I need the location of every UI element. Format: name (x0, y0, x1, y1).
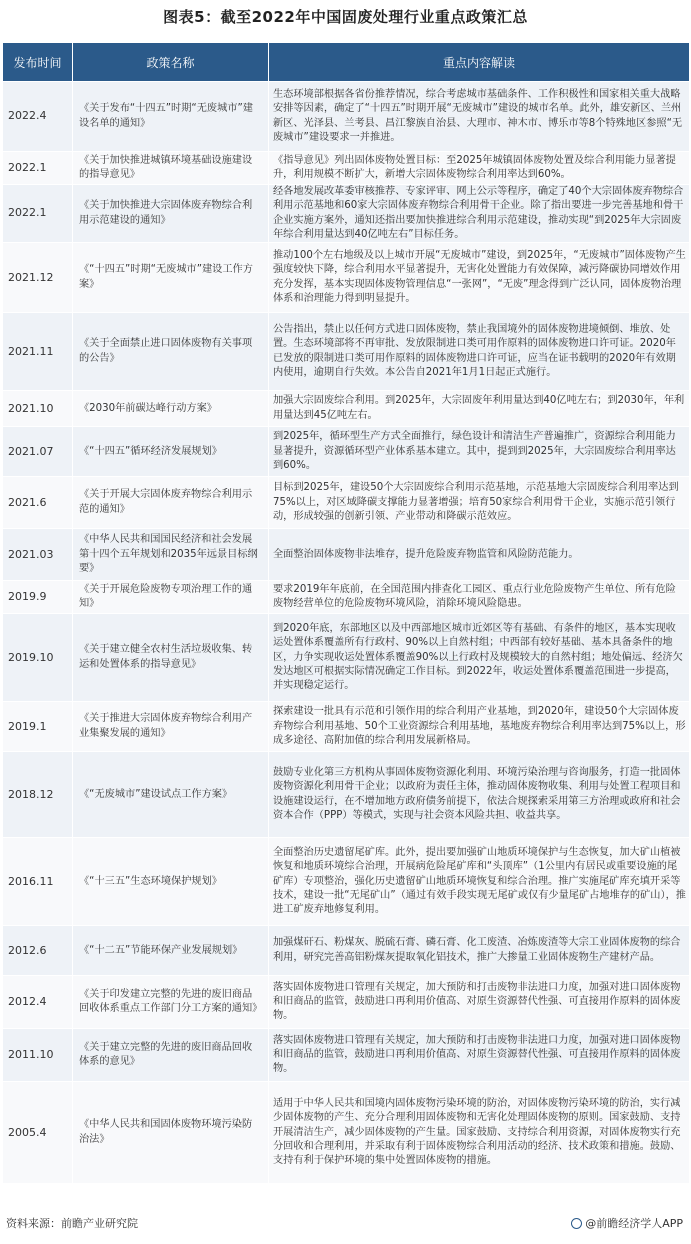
table-row (3, 838, 690, 926)
table-row (3, 185, 690, 243)
cell-content: 加强大宗固废综合利用。到2025年，大宗固废年利用量达到40亿吨左右；到2030年，年利用量达到45亿吨左右。 (269, 391, 690, 427)
cell-date: 2019.10 (3, 614, 73, 702)
cell-date: 2011.10 (3, 1029, 73, 1082)
cell-date: 2019.9 (3, 581, 73, 614)
cell-policy-name: 《关于加快推进城镇环境基础设施建设的指导意见》 (73, 152, 269, 185)
cell-policy-name: 《关于建立健全农村生活垃圾收集、转运和处置体系的指导意见》 (73, 614, 269, 702)
table-row (3, 614, 690, 702)
column-header-date: 发布时间 (3, 43, 73, 82)
cell-date: 2021.6 (3, 477, 73, 529)
brand-credit-text: @前瞻经济学人APP (585, 1217, 683, 1230)
source-note: 资料来源：前瞻产业研究院 (6, 1217, 138, 1230)
cell-policy-name: 《“十三五”生态环境保护规划》 (73, 838, 269, 926)
cell-date: 2012.4 (3, 976, 73, 1029)
table-row (3, 702, 690, 752)
cell-date: 2019.1 (3, 702, 73, 752)
cell-date: 2018.12 (3, 752, 73, 838)
table-header-row (3, 43, 690, 82)
cell-policy-name: 《“无废城市”建设试点工作方案》 (73, 752, 269, 838)
cell-policy-name: 《关于开展大宗固体废弃物综合利用示范的通知》 (73, 477, 269, 529)
cell-policy-name: 《“十二五”节能环保产业发展规划》 (73, 926, 269, 976)
cell-date: 2021.03 (3, 529, 73, 581)
cell-date: 2021.07 (3, 427, 73, 477)
cell-date: 2005.4 (3, 1082, 73, 1184)
cell-date: 2012.6 (3, 926, 73, 976)
table-row (3, 391, 690, 427)
table-row (3, 313, 690, 391)
cell-content: 探索建设一批具有示范和引领作用的综合利用产业基地，到2020年，建设50个大宗固体废弃物综合利用基地、50个工业资源综合利用基地，基地废弃物综合利用率达到75%以上，形成多途径、高附加值的综合利用发展新格局。 (269, 702, 690, 752)
table-row (3, 82, 690, 152)
table-row (3, 477, 690, 529)
cell-content: 全面整治历史遗留尾矿库。此外，提出要加强矿山地质环境保护与生态恢复，加大矿山植被恢复和地质环境综合治理，开展病危险尾矿库和“头顶库”（1公里内有居民或重要设施的尾矿库）专项整治，强化历史遗留矿山地质环境恢复和综合治理。推广实施尾矿库充填开采等技术，建设一批“无尾矿山”（通过有效手段实现无尾矿或仅有少量尾矿占地堆存的矿山），推进工矿废弃地修复利用。 (269, 838, 690, 926)
brand-credit (571, 1215, 683, 1231)
cell-date: 2021.12 (3, 243, 73, 313)
cell-content: 目标到2025年，建设50个大宗固废综合利用示范基地，示范基地大宗固废综合利用率达到75%以上，对区域降碳支撑能力显著增强；培育50家综合利用骨干企业，实施示范引领行动，形成较强的创新引领、产业带动和降碳示范效应。 (269, 477, 690, 529)
cell-date: 2021.11 (3, 313, 73, 391)
cell-content: 推动100个左右地级及以上城市开展“无废城市”建设，到2025年，“无废城市”固体废物产生强度较快下降，综合利用水平显著提升，无害化处置能力有效保障，减污降碳协同增效作用充分发挥，基本实现固体废物管理信息“一张网”，“无废”理念得到广泛认同，固体废物治理体系和治理能力得到明显提升。 (269, 243, 690, 313)
cell-content: 鼓励专业化第三方机构从事固体废物资源化利用、环境污染治理与咨询服务，打造一批固体废物资源化利用骨干企业；以政府为责任主体，推动固体废物收集、利用与处置工程项目和设施建设运行，在不增加地方政府债务前提下，依法合规探索采用第三方治理或政府和社会资本合作（PPP）等模式，实现与社会资本风险共担、收益共享。 (269, 752, 690, 838)
cell-policy-name: 《关于发布“十四五”时期“无废城市”建设名单的通知》 (73, 82, 269, 152)
cell-content: 生态环境部根据各省份推荐情况，综合考虑城市基础条件、工作积极性和国家相关重大战略安排等因素，确定了“十四五”时期开展“无废城市”建设的城市名单。此外，雄安新区、兰州新区、光泽县、兰考县、昌江黎族自治县、大理市、神木市、博乐市等8个特殊地区参照“无废城市”建设要求一并推进。 (269, 82, 690, 152)
table-row (3, 752, 690, 838)
table-row (3, 1082, 690, 1184)
cell-policy-name: 《“十四五”时期“无废城市”建设工作方案》 (73, 243, 269, 313)
cell-content: 要求2019年年底前，在全国范围内排查化工园区、重点行业危险废物产生单位、所有危险废物经营单位的危险废物环境风险，消除环境风险隐患。 (269, 581, 690, 614)
cell-content: 公告指出，禁止以任何方式进口固体废物，禁止我国境外的固体废物进境倾倒、堆放、处置。生态环境部将不再审批、发放限制进口类可用作原料的固体废物进口许可证。2020年已发放的限制进口类可用作原料的固体废物进口许可证，应当在证书载明的2020年有效期内使用，逾期自行失效。本公告自2021年1月1日起正式施行。 (269, 313, 690, 391)
brand-logo-icon (571, 1218, 582, 1229)
cell-content: 全面整治固体废物非法堆存，提升危险废弃物监管和风险防范能力。 (269, 529, 690, 581)
cell-policy-name: 《关于建立完整的先进的废旧商品回收体系的意见》 (73, 1029, 269, 1082)
cell-policy-name: 《“十四五”循环经济发展规划》 (73, 427, 269, 477)
policy-table (2, 42, 690, 1184)
cell-policy-name: 《关于加快推进大宗固体废弃物综合利用示范建设的通知》 (73, 185, 269, 243)
cell-content: 到2025年，循环型生产方式全面推行，绿色设计和清洁生产普遍推广，资源综合利用能力显著提升，资源循环型产业体系基本建立。其中，提到到2025年，大宗固废综合利用率达到60%。 (269, 427, 690, 477)
table-row (3, 152, 690, 185)
cell-content: 落实固体废物进口管理有关规定，加大预防和打击废物非法进口力度，加强对进口固体废物和旧商品的监管，鼓励进口再利用价值高、对原生资源替代性强、可直接用作原料的固体废物。 (269, 1029, 690, 1082)
page-title: 图表5：截至2022年中国固废处理行业重点政策汇总 (163, 8, 528, 26)
cell-date: 2022.1 (3, 152, 73, 185)
table-row (3, 926, 690, 976)
cell-content: 适用于中华人民共和国境内固体废物污染环境的防治，对固体废物污染环境的防治，实行减少固体废物的产生、充分合理利用固体废物和无害化处理固体废物的原则。国家鼓励、支持开展清洁生产，减少固体废物的产生量。国家鼓励、支持综合利用资源，对固体废物实行充分回收和合理利用，并采取有利于固体废物综合利用活动的经济、技术政策和措施。鼓励、支持有利于保护环境的集中处置固体废物的措施。 (269, 1082, 690, 1184)
column-header-policy-name: 政策名称 (73, 43, 269, 82)
table-row (3, 581, 690, 614)
table-row (3, 1029, 690, 1082)
cell-policy-name: 《关于印发建立完整的先进的废旧商品回收体系重点工作部门分工方案的通知》 (73, 976, 269, 1029)
cell-content: 加强煤矸石、粉煤灰、脱硫石膏、磷石膏、化工废渣、冶炼废渣等大宗工业固体废物的综合利用，研究完善高铝粉煤灰提取氧化铝技术，推广大掺量工业固体废物生产建材产品。 (269, 926, 690, 976)
cell-policy-name: 《中华人民共和国国民经济和社会发展第十四个五年规划和2035年远景目标纲要》 (73, 529, 269, 581)
cell-content: 到2020年底，东部地区以及中西部地区城市近郊区等有基础、有条件的地区，基本实现收运处置体系覆盖所有行政村、90%以上自然村组；中西部有较好基础、基本具备条件的地区，力争实现收运处置体系覆盖90%以上行政村及规模较大的自然村组；地处偏远、经济欠发达地区可根据实际情况确定工作目标。到2022年，收运处置体系覆盖范围进一步提高，并实现稳定运行。 (269, 614, 690, 702)
cell-content: 落实固体废物进口管理有关规定，加大预防和打击废物非法进口力度，加强对进口固体废物和旧商品的监管，鼓励进口再利用价值高、对原生资源替代性强、可直接用作原料的固体废物。 (269, 976, 690, 1029)
cell-content: 《指导意见》列出固体废物处置目标：至2025年城镇固体废物处置及综合利用能力显著提升，利用规模不断扩大，新增大宗固体废物综合利用率达到60%。 (269, 152, 690, 185)
cell-policy-name: 《关于全面禁止进口固体废物有关事项的公告》 (73, 313, 269, 391)
cell-content: 经各地发展改革委审核推荐、专家评审、网上公示等程序，确定了40个大宗固体废弃物综合利用示范基地和60家大宗固体废弃物综合利用骨干企业。除了指出要进一步完善基地和骨干企业实施方案外，通知还指出要加快推进综合利用示范建设，推动实现“到2025年大宗固废年综合利用量达到40亿吨左右”目标任务。 (269, 185, 690, 243)
table-row (3, 529, 690, 581)
table-row (3, 243, 690, 313)
cell-policy-name: 《2030年前碳达峰行动方案》 (73, 391, 269, 427)
cell-date: 2021.10 (3, 391, 73, 427)
cell-policy-name: 《关于开展危险废物专项治理工作的通知》 (73, 581, 269, 614)
column-header-content: 重点内容解读 (269, 43, 690, 82)
cell-policy-name: 《中华人民共和国固体废物环境污染防治法》 (73, 1082, 269, 1184)
cell-date: 2022.1 (3, 185, 73, 243)
cell-date: 2022.4 (3, 82, 73, 152)
cell-date: 2016.11 (3, 838, 73, 926)
table-row (3, 427, 690, 477)
table-row (3, 976, 690, 1029)
cell-policy-name: 《关于推进大宗固体废弃物综合利用产业集聚发展的通知》 (73, 702, 269, 752)
